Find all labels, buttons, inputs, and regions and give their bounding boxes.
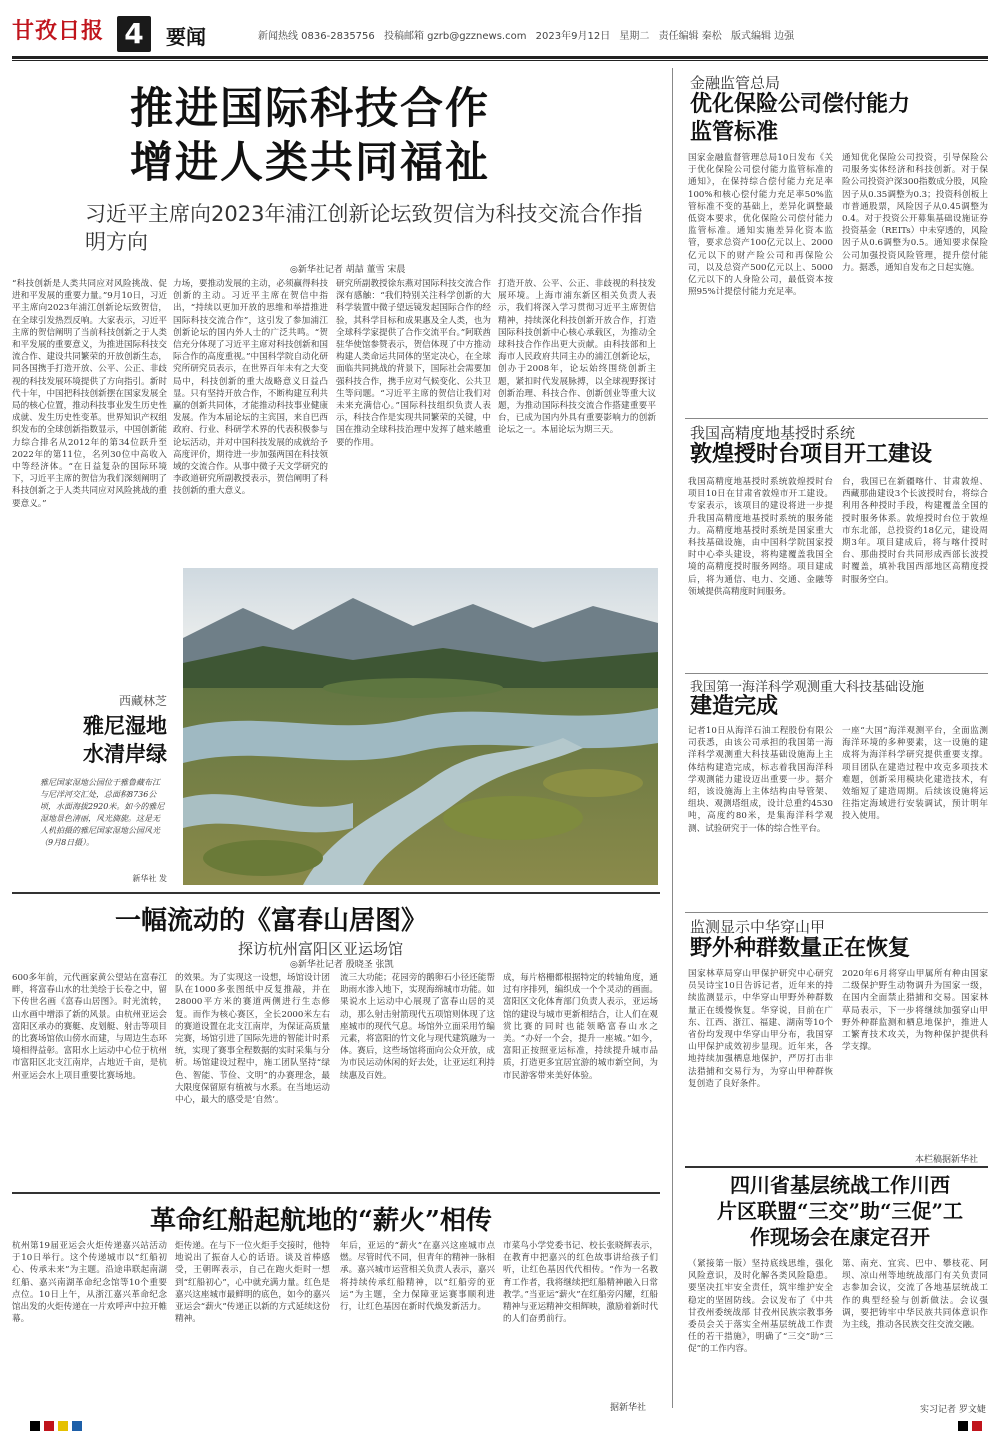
photo-kicker: 西藏林芝: [118, 694, 167, 708]
lead-byline: ◎新华社记者 胡喆 董雪 宋晨: [290, 265, 406, 275]
lead-col-2: 力场，要推动发展的主动，必须赢得科技创新的主动。习近平主席在贺信中指出，“持续以更加开放的思维和举措推进国际科技交流合作”，这引发了参加浦江创新论坛的国内外人士的广泛共鸣。“贺信充分体现了习近平主席对科技创新和国际合作的高度重视。”中国科学院自动化研究所研究员表示，在世界百年未有之大变局中，科技创新的重大战略意义日益凸显。只有坚持开放合作，不断构建互利共赢的创新共同体，才能推动科技事业健康发展。作为本届论坛的主宾国，来自巴西政府、行业、科研学术界的代表积极参与论坛活动，并对中国科技发展的成就给予高度评价，期待进一步加强两国在科技领域的交流合作。从事中微子天文学研究的李政道研究所副教授表示，贺信阐明了科技创新的重大意义。: [173, 279, 328, 497]
sichuan-col-2: 第、南充、宜宾、巴中、攀枝花、阿坝、凉山州等地统战部门有关负责同志参加会议，交流了各地基层统战工作的典型经验与创新做法。会议强调，要把铸牢中华民族共同体意识作为主线，推动各民族交往交流交融。: [842, 1259, 988, 1331]
red-boat-col-4: 市菜鸟小学党委书记、校长张晓辉表示，在教育中把嘉兴的红色故事讲给孩子们听，让红色基因代代相传。“作为一名教育工作者，我将继续把红船精神融入日常教学。”当亚运“薪火”在红船旁闪耀，红船精神与亚运精神交相辉映，激励着新时代的人们奋勇前行。: [503, 1241, 658, 1325]
fuchun-col-2: 的效果。为了实现这一设想，场馆设计团队在1000多张图纸中反复推敲，并在28000平方米的赛道两侧进行生态修复。而作为核心赛区，全长2000米左右的赛道设置在北支江南岸，为保证高质量完赛，场馆引进了国际先进的智能计时系统，实现了赛事全程数据的实时采集与分析。场馆建设过程中，施工团队坚持“绿色、智能、节俭、文明”的办赛理念，最大限度保留原有植被与水系。在当地运动中心，最大的感受是‘自然’。: [175, 973, 330, 1106]
wetland-landscape-image: [183, 568, 658, 885]
right-divider: [685, 418, 988, 419]
red-boat-col-2: 炬传递。在与下一位火炬手交接时，他特地说出了振奋人心的话语。谈及首棒感受，王朝晖表示，自己在跑火炬时一想到“红船初心”，心中就充满力量。红色是嘉兴这座城市最鲜明的底色，如今的嘉兴亚运会“薪火”传递正以新的方式延续这份精神。: [175, 1241, 330, 1325]
lead-col-4: 打造开放、公平、公正、非歧视的科技发展环境。上海市浦东新区相关负责人表示，我们将深入学习贯彻习近平主席贺信精神，持续深化科技创新开放合作，打造国际科技创新中心核心承载区，为推动全球科技合作作出更大贡献。由科技部和上海市人民政府共同主办的浦江创新论坛，创办于2008年，论坛始终围绕创新主题，紧扣时代发展脉搏，以全球视野探讨创新治理、科技合作、创新创业等重大议题，为推动国际科技交流合作搭建重要平台，已成为国内外具有重要影响力的创新论坛之一。本届论坛为期三天。: [498, 279, 656, 436]
insurance-title-line1: 优化保险公司偿付能力: [690, 91, 911, 117]
swatch-yellow: [58, 1421, 68, 1431]
insurance-col-1: 国家金融监督管理总局10日发布《关于优化保险公司偿付能力监管标准的通知》，在保持综合偿付能力充足率100%和核心偿付能力充足率50%监管标准不变的基础上，差异化调整最低资本要求，优化保险公司偿付能力监管标准。通知实施差异化资本监管，要求总资产100亿元以上、2000亿元以下的财产险公司和再保险公司，以及总资产500亿元以上、5000亿元以下的人身险公司，最低资本按照95%计提偿付能力充足率。: [688, 153, 833, 298]
insurance-title-line2: 监管标准: [690, 119, 779, 145]
masthead: [0, 0, 1000, 62]
swatch-blue: [72, 1421, 82, 1431]
page-number: 4: [117, 16, 151, 52]
lead-title-line2: 增进人类共同福祉: [130, 138, 490, 188]
sichuan-title-line3: 作现场会在康定召开: [750, 1225, 930, 1249]
fuchun-col-4: 成，每片格栅都根据特定的转轴角度，通过有序排列，编织成一个个灵动的画面。富阳区文化体育部门负责人表示，亚运场馆的建设与城市更新相结合，让人们在观赏比赛的同时也能领略富春山水之美。“办好一个会，提升一座城。”如今，富阳正按照亚运标准，持续提升城市品质，打造更多宜居宜游的城市新空间，为市民游客带来美好体验。: [503, 973, 658, 1081]
photo-credit: 新华社 发: [132, 874, 167, 883]
weekday: 星期二: [619, 31, 650, 42]
ocean-col-2: 一座“大国”海洋观测平台，全面监测海洋环境的多种要素，这一设施的建成将为海洋科学研究提供重要支撑。项目团队在建造过程中攻克多项技术难题，创新采用模块化建造技术，有效缩短了建造周期。后续该设施将运往指定海域进行安装调试，预计明年投入使用。: [842, 726, 988, 822]
red-boat-title: 革命红船起航地的“薪火”相传: [150, 1206, 492, 1236]
section-name: 要闻: [166, 25, 206, 49]
section-rule: [12, 1192, 660, 1194]
lead-col-1: “科技创新是人类共同应对风险挑战、促进和平发展的重要力量。”9月10日，习近平主席向2023年浦江创新论坛致贺信，在全球引发热烈反响。大家表示，习近平主席的贺信阐明了当前科技创新之于人类和平发展的重要意义，为推进国际科技交流合作、建设共同繁荣的开放创新生态，同各国携手打造开放、公平、公正、非歧视的科技发展环境提供了方向指引。新时代十年，中国把科技创新摆在国家发展全局的核心位置，推动科技事业发生历史性成就、发生历史性变革。世界知识产权组织发布的全球创新指数显示，中国创新能力综合排名从2012年的第34位跃升至2022年的第11位，名列30位中高收入中等经济体。“在日益复杂的国际环境下，习近平主席的贺信为我们深刻阐明了科技创新之于人类共同应对风险挑战的重要意义。”: [12, 279, 167, 509]
date: 2023年9月12日: [535, 31, 611, 42]
section-rule: [12, 892, 660, 894]
sichuan-title-line1: 四川省基层统战工作川西: [730, 1173, 950, 1197]
ocean-title: 建造完成: [690, 693, 779, 719]
right-divider: [685, 912, 988, 913]
email: 投稿邮箱 gzrb@gzznews.com: [383, 31, 527, 42]
swatch-red: [44, 1421, 54, 1431]
hotline: 新闻热线 0836-2835756: [258, 31, 375, 42]
sichuan-col-1: （紧接第一版）坚持底线思维，强化风险意识，及时化解各类风险隐患。要坚决扛牢安全责任，筑牢维护安全稳定的坚固防线。会议发布了《中共甘孜州委统战部 甘孜州民族宗教事务委员会关于落实全州基层统战工作责任的若干措施》，明确了“三交”助“三促”的工作内容。: [688, 1259, 833, 1355]
fuchun-title: 一幅流动的《富春山居图》: [115, 906, 428, 936]
swatch-black: [30, 1421, 40, 1431]
paper-logo: 甘孜日报: [12, 18, 105, 44]
swatch-red: [972, 1421, 982, 1431]
dunhuang-title: 敦煌授时台项目开工建设: [690, 441, 933, 467]
fuchun-col-1: 600多年前，元代画家黄公望站在富春江畔，将富春山水的壮美绘于长卷之中，留下传世名画《富春山居图》。时光流转，山水画中增添了新的风景。由杭州亚运会富阳区承办的赛艇、皮划艇、射击等项目的比赛场馆依山傍水而建，与周边生态环境相得益彰。富阳水上运动中心位于杭州市富阳区北支江南岸，占地近千亩，是杭州亚运会水上项目重要比赛场地。: [12, 973, 167, 1081]
sichuan-credit: 实习记者 罗文婕: [920, 1405, 986, 1415]
lead-col-3: 研究所副教授徐东燕对国际科技交流合作深有感触：“我们特别关注科学创新的大科学装置中微子望远镜发起国际合作的经验，其科学目标和成果惠及全人类，也为全球科学家提供了合作交流平台。”阿联酋驻华使馆参赞表示，贺信体现了中方推动构建人类命运共同体的坚定决心，在全球面临共同挑战的背景下，国际社会需要加强科技合作，携手应对气候变化、公共卫生等问题。“习近平主席的贺信让我们对未来充满信心。”国际科技组织负责人表示，科技合作是实现共同繁荣的关键，中国在推动全球科技治理中发挥了越来越重要的作用。: [336, 279, 491, 448]
dunhuang-col-1: 我国高精度地基授时系统敦煌授时台项目10日在甘肃省敦煌市开工建设。专家表示，该项目的建设将进一步提升我国高精度地基授时系统的服务能力。高精度地基授时系统是国家重大科技基础设施，由中国科学院国家授时中心牵头建设，将构建覆盖我国全境的高精度授时服务网络。项目建成后，将为通信、电力、交通、金融等领域提供高精度时间服务。: [688, 477, 833, 597]
swatch-black: [958, 1421, 968, 1431]
wetland-photo: [183, 568, 658, 885]
dunhuang-col-2: 台，我国已在新疆喀什、甘肃敦煌、西藏那曲建设3个长波授时台，将综合利用各种授时手段，构建覆盖全国的授时服务体系。敦煌授时台位于敦煌市东北部，总投资约18亿元，建设周期3年。项目建成后，将与喀什授时台、那曲授时台共同形成西部长波授时覆盖，填补我国西部地区高精度授时服务空白。: [842, 477, 988, 585]
lead-title-line1: 推进国际科技合作: [130, 84, 490, 134]
pangolin-col-1: 国家林草局穿山甲保护研究中心研究员吴诗宝10日告诉记者，近年来的持续监测显示，中华穿山甲野外种群数量正在缓慢恢复。华穿说，目前在广东、江西、浙江、福建、湖南等10个省份均发现中华穿山甲分布，我国穿山甲保护成效初步显现。近年来，各地持续加强栖息地保护，严厉打击非法猎捕和交易行为，为穿山甲种群恢复创造了良好条件。: [688, 969, 833, 1089]
sichuan-title-line2: 片区联盟“三交”助“三促”工: [716, 1199, 963, 1223]
red-boat-credit: 据新华社: [610, 1403, 647, 1413]
layout-editor: 版式编辑 边强: [730, 31, 795, 42]
ocean-kicker: 我国第一海洋科学观测重大科技基础设施: [690, 680, 925, 695]
pangolin-credit: 本栏稿据新华社: [915, 1155, 979, 1165]
masthead-info: [258, 27, 800, 42]
ocean-col-1: 记者10日从海洋石油工程股份有限公司获悉，由该公司承担的我国第一海洋科学观测重大科技基础设施海上主体结构建造完成，标志着我国海洋科学观测能力建设迈出重要一步。据介绍，该设施海上主体结构由导管架、组块、观测塔组成，设计总重约4530吨，高度约80米，是集海洋科学观测、试验研究于一体的综合性平台。: [688, 726, 833, 834]
column-divider: [672, 68, 673, 1408]
insurance-col-2: 通知优化保险公司投资，引导保险公司服务实体经济和科技创新。对于保险公司投资沪深300指数成分股，风险因子从0.35调整为0.3；投资科创板上市普通股票，风险因子从0.45调整为0.4。对于投资公开募集基础设施证券投资基金（REITs）中未穿透的，风险因子从0.6调整为0.5。通知要求保险公司加强投资风险管理，提升偿付能力。据悉，通知自发布之日起实施。: [842, 153, 988, 273]
fuchun-subtitle: 探访杭州富阳区亚运场馆: [238, 940, 404, 958]
right-divider: [685, 673, 988, 674]
red-boat-col-1: 杭州第19届亚运会火炬传递嘉兴站活动于10日举行。这个传递城市以“红船初心、传承未来”为主题。沿途串联起南湖红船、嘉兴南湖革命纪念馆等10个重要点位。10日上午，从浙江嘉兴革命纪念馆出发的火炬传递在一片欢呼声中拉开帷幕。: [12, 1241, 167, 1325]
masthead-rule-thin: [12, 60, 988, 61]
red-boat-col-3: 年后，亚运的“薪火”在嘉兴这座城市点燃。尽管时代不同，但青年的精神一脉相承。嘉兴城市运营相关负责人表示，嘉兴将持续传承红船精神，以“红船旁的亚运”为主题，全力保障亚运赛事顺利进行，让红色基因在新时代焕发新活力。: [340, 1241, 495, 1313]
fuchun-byline: ◎新华社记者 殷晓圣 张凯: [290, 960, 394, 970]
pangolin-kicker: 监测显示中华穿山甲: [690, 918, 826, 936]
pangolin-col-2: 2020年6月将穿山甲属所有种由国家二级保护野生动物调升为国家一级，在国内全面禁止猎捕和交易。国家林草局表示，下一步将继续加强穿山甲野外种群监测和栖息地保护，推进人工繁育技术攻关，为物种保护提供科学支撑。: [842, 969, 988, 1053]
pangolin-title: 野外种群数量正在恢复: [690, 935, 911, 961]
photo-title-line1: 雅尼湿地: [83, 713, 167, 738]
masthead-rule: [12, 56, 988, 59]
photo-caption: 雅尼国家湿地公园位于雅鲁藏布江与尼洋河交汇处，总面积8736公顷，水面海拔2920米。如今的雅尼湿地景色清丽，风光旖旎。这是无人机拍摄的雅尼国家湿地公园风光（9月8日摄）。: [40, 778, 165, 847]
insurance-kicker: 金融监管总局: [690, 74, 781, 92]
dunhuang-kicker: 我国高精度地基授时系统: [690, 424, 856, 442]
fuchun-col-3: 流三大功能；花园旁的鹅卵石小径还能帮助雨水渗入地下，实现海绵城市功能。如果说水上运动中心展现了富春山居的灵动，那么射击射箭现代五项馆则体现了这座城市的现代气息。场馆外立面采用竹编元素，将富阳的竹文化与现代建筑融为一体。赛后，这些场馆将面向公众开放，成为市民运动休闲的好去处，让亚运红利持续惠及百姓。: [340, 973, 495, 1081]
print-color-bar: [0, 1417, 1000, 1436]
right-divider: [685, 1166, 988, 1168]
lead-subtitle: 习近平主席向2023年浦江创新论坛致贺信为科技交流合作指明方向: [85, 202, 643, 254]
photo-title-line2: 水清岸绿: [83, 741, 167, 766]
editor: 责任编辑 秦松: [658, 31, 722, 42]
